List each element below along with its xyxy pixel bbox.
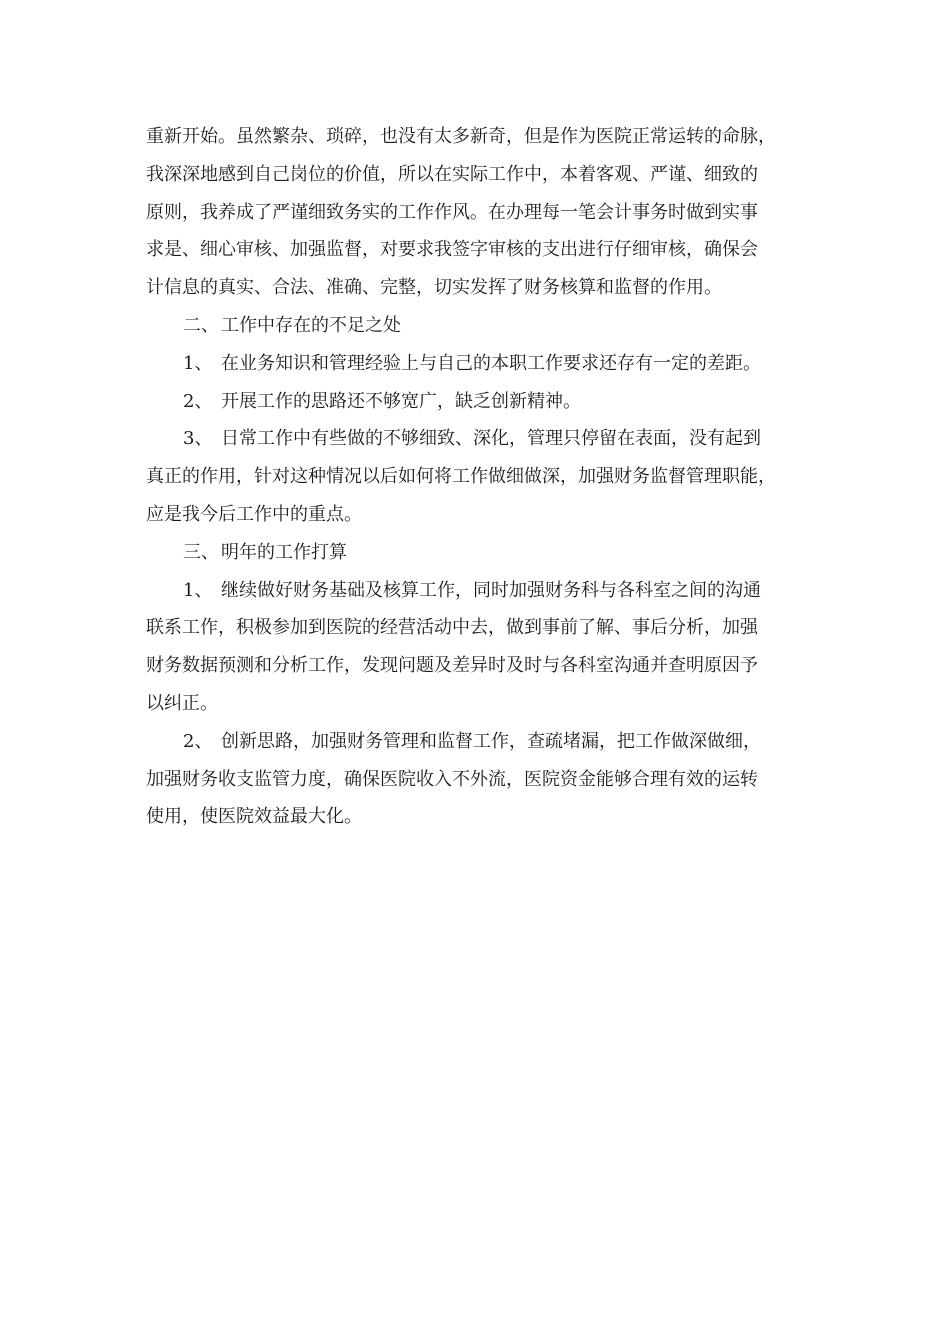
- paragraph-1-line: 重新开始。虽然繁杂、琐碎，也没有太多新奇，但是作为医院正常运转的命脉，: [146, 126, 776, 147]
- item-text: 创新思路，加强财务管理和监督工作，查疏堵漏，把工作做深做细，: [221, 730, 761, 752]
- paragraph-1-line: 求是、细心审核、加强监督，对要求我签字审核的支出进行仔细审核，确保会: [146, 239, 758, 261]
- item-text: 日常工作中有些做的不够细致、深化，管理只停留在表面，没有起到: [221, 428, 761, 450]
- list-item: [146, 345, 816, 383]
- item-number: 2、: [183, 390, 213, 412]
- section-number: 三、: [183, 541, 219, 563]
- item-number: 1、: [183, 352, 213, 374]
- list-item: [146, 383, 816, 421]
- list-item: [146, 572, 816, 610]
- item-continuation-line: 财务数据预测和分析工作，发现问题及差异时及时与各科室沟通并查明原因予: [146, 655, 758, 677]
- item-continuation-line: 应是我今后工作中的重点。: [146, 503, 362, 525]
- section-title: 工作中存在的不足之处: [221, 314, 401, 336]
- item-number: 2、: [183, 730, 213, 752]
- document-body: [146, 118, 816, 836]
- item-continuation-line: 真正的作用，针对这种情况以后如何将工作做细做深，加强财务监督管理职能，: [146, 466, 776, 488]
- paragraph-1-line: 原则，我养成了严谨细致务实的工作作风。在办理每一笔会计事务时做到实事: [146, 201, 758, 223]
- item-continuation-line: 使用，使医院效益最大化。: [146, 806, 362, 828]
- item-number: 3、: [183, 428, 213, 450]
- section-heading: [146, 307, 816, 345]
- section-heading: [146, 534, 816, 572]
- list-item: [146, 420, 816, 458]
- list-item: [146, 723, 816, 761]
- paragraph-1-line: 计信息的真实、合法、准确、完整，切实发挥了财务核算和监督的作用。: [146, 277, 722, 299]
- item-continuation-line: 联系工作，积极参加到医院的经营活动中去，做到事前了解、事后分析，加强: [146, 617, 758, 639]
- item-text: 在业务知识和管理经验上与自己的本职工作要求还存有一定的差距。: [221, 352, 761, 374]
- item-continuation-line: 加强财务收支监管力度，确保医院收入不外流，医院资金能够合理有效的运转: [146, 768, 758, 790]
- section-number: 二、: [183, 314, 219, 336]
- paragraph-1-line: 我深深地感到自己岗位的价值，所以在实际工作中，本着客观、严谨、细致的: [146, 163, 758, 185]
- item-continuation-line: 以纠正。: [146, 692, 218, 714]
- item-number: 1、: [183, 579, 213, 601]
- item-text: 开展工作的思路还不够宽广，缺乏创新精神。: [221, 390, 581, 412]
- item-text: 继续做好财务基础及核算工作，同时加强财务科与各科室之间的沟通: [221, 579, 761, 601]
- section-title: 明年的工作打算: [221, 541, 347, 563]
